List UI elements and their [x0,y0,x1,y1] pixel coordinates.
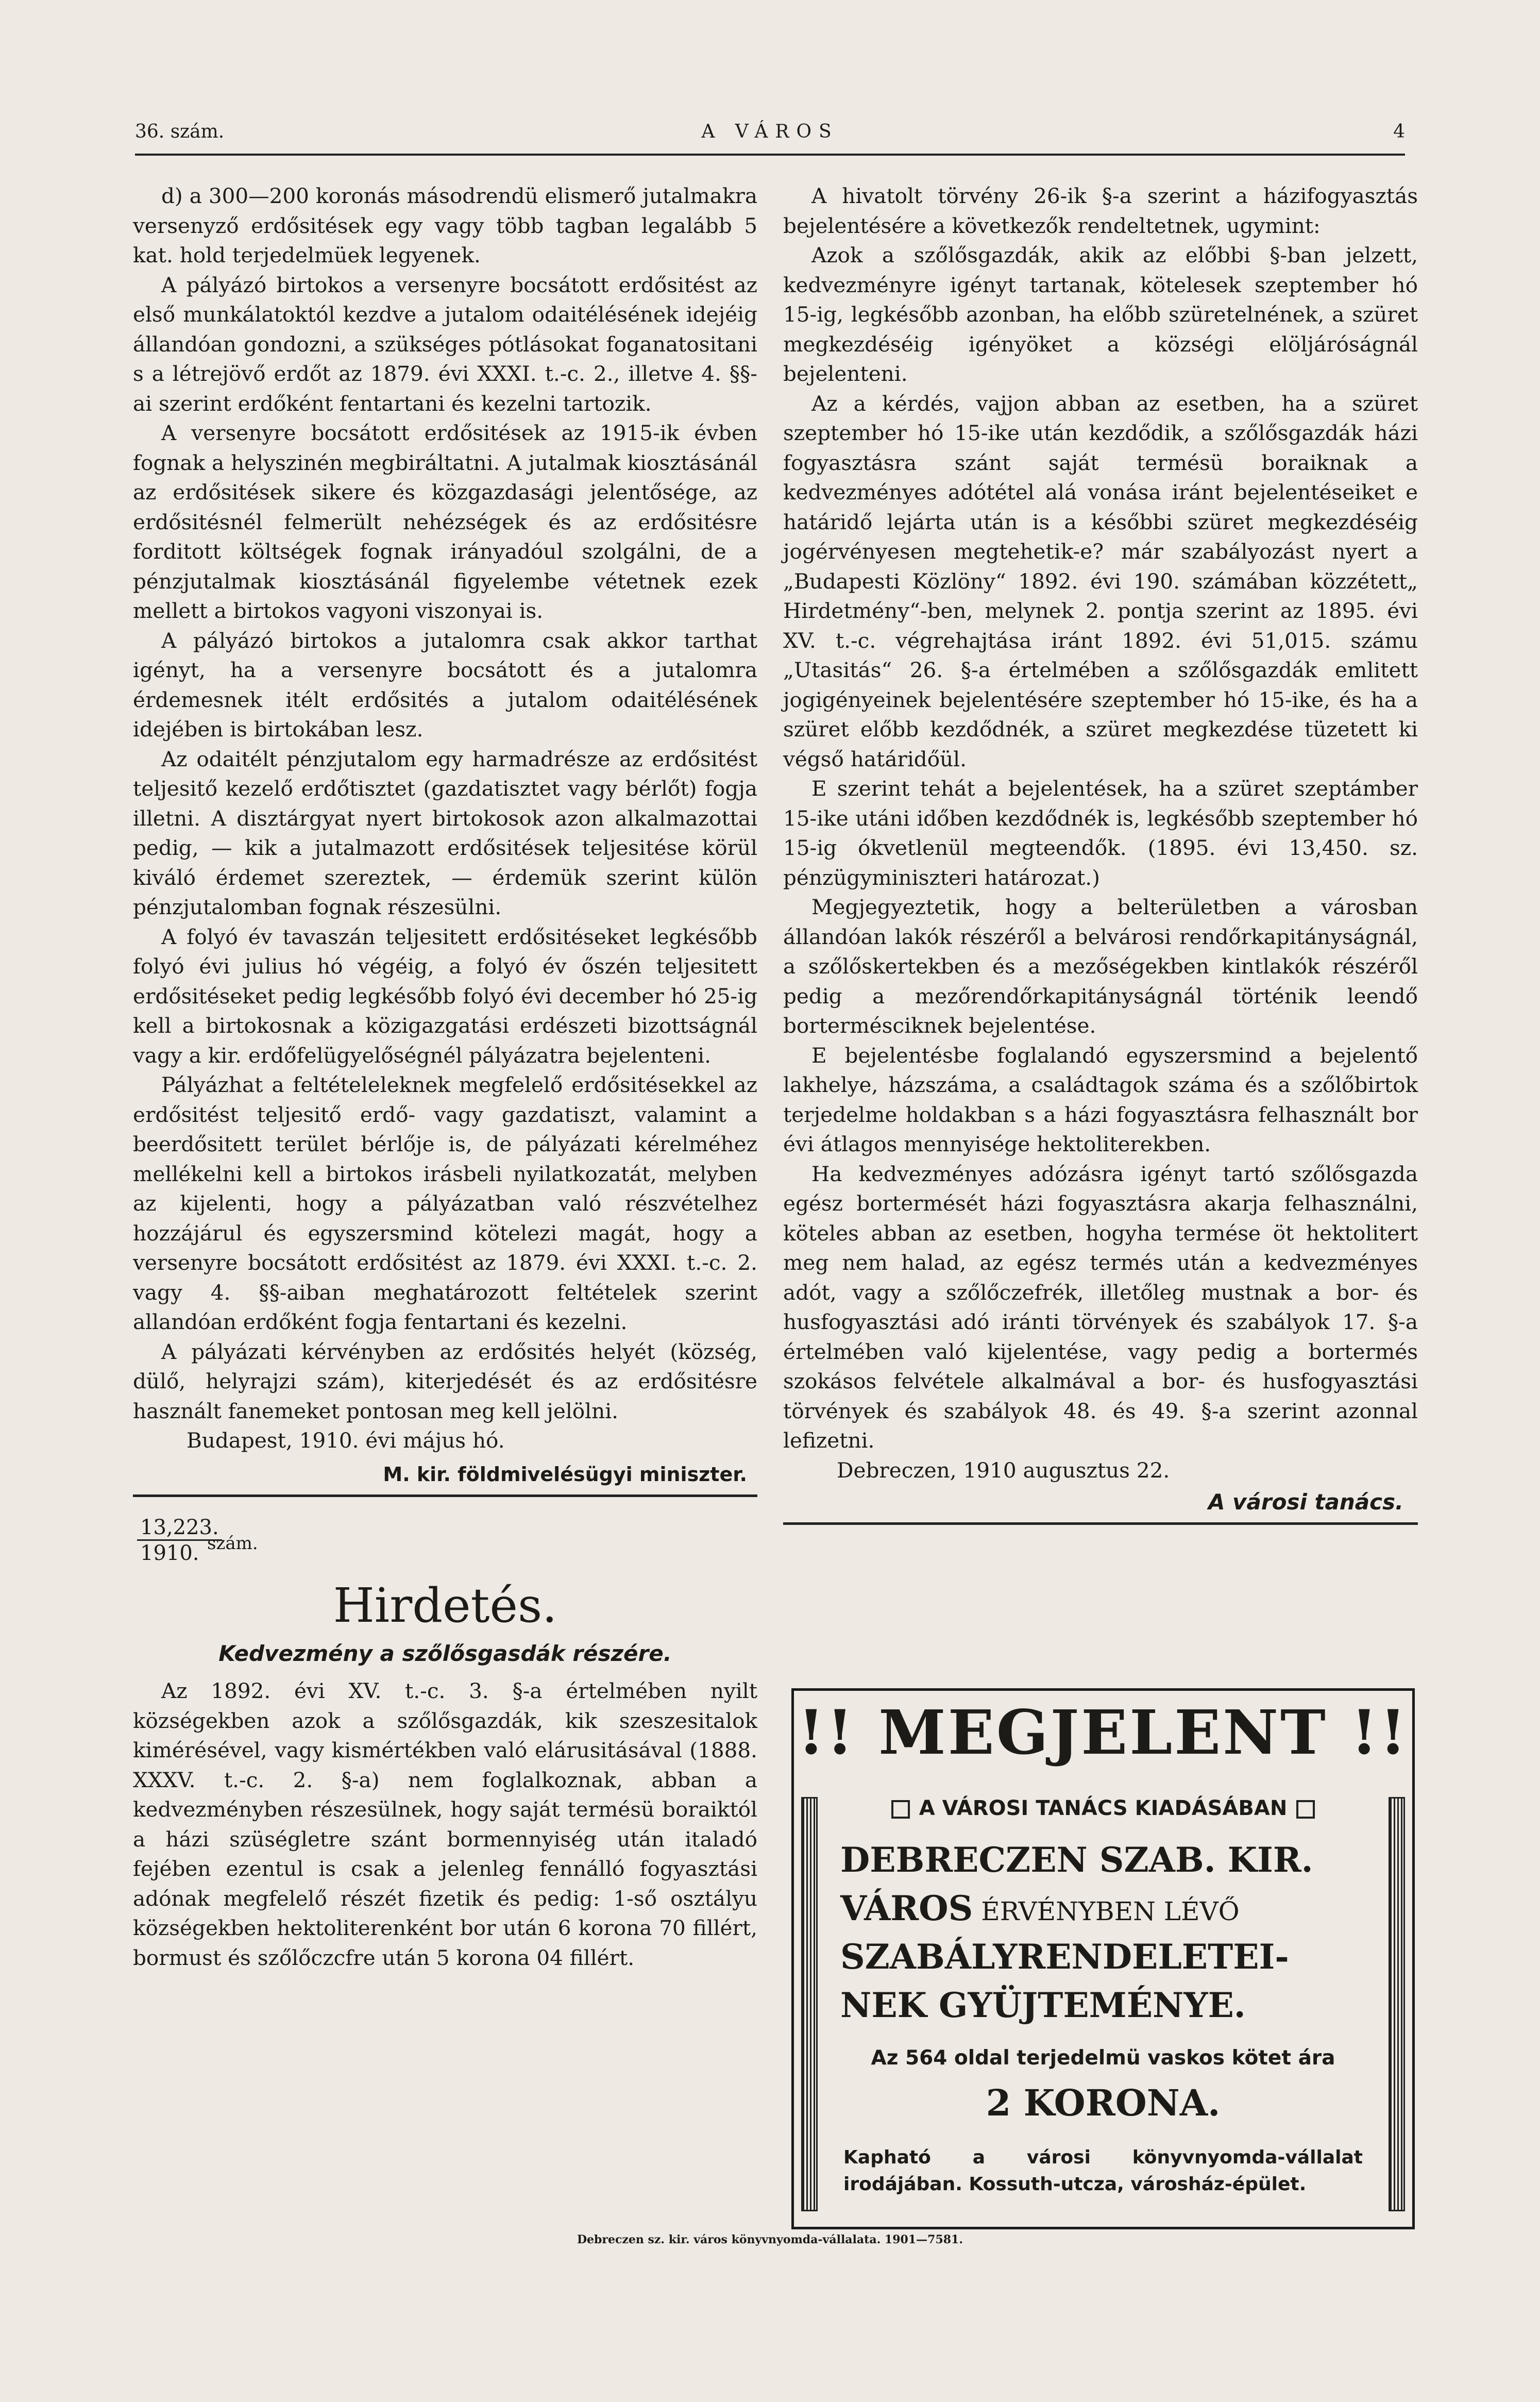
paragraph: A pályázati kérvényben az erdősités helyét (község, dülő, helyrajzi szám), kiterjedését és az erdősitésre használt fanemeket pontosan meg kell jelölni. [133,1339,757,1423]
page-number: 4 [1393,121,1405,142]
place-date: Debreczen, 1910 augusztus 22. [837,1457,1170,1483]
ref-suffix: szám. [207,1533,258,1554]
page-header [135,121,1405,152]
header-rule [135,154,1405,156]
paragraph: E bejelentésbe foglalandó egyszersmind a bejelentő lakhelye, házszáma, a családtagok száma és a szőlőbirtok terjedelme holdakban s a házi fogyasztásra felhasznált bor évi átlagos mennyisége hektoliterekben. [783,1043,1418,1156]
ref-number-top: 13,223. [137,1516,222,1541]
printer-imprint: Debreczen sz. kir. város könyvnyomda-vállalata. 1901—7581. [577,2233,963,2246]
paragraph: Ha kedvezményes adózásra igényt tartó szőlősgazda egész bortermését házi fogyasztásra akarja felhasználni, köteles abban az esetben, hogyha termése öt hektolitert meg nem halad, az egész termés után a kedvezményes adót, vagy a szőlőczefrék, illetőleg mustnak a bor- és husfogyasztási adó iránti törvények és szabályok 17. §-a értelmében való kijelentése, vagy pedig a bortermés szokásos felvétele alkalmával a bor- és husfogyasztási törvények és szabályok 48. és 49. §-a szerint azonnal lefizetni. [783,1161,1418,1453]
paragraph: Pályázhat a feltételeleknek megfelelő erdősitésekkel az erdősitést teljesitő erdő- vagy gazdatiszt, valamint a beerdősitett terület bérlője is, de pályázati kérelméhez mellékelni kell a birtokos irásbeli nyilatkozatát, melyben az kijelenti, hogy a pályázatban való részvételhez hozzájárul és egyszersmind kötelezi magát, hogy a versenyre bocsátott erdősitést az 1879. évi XXXI. t.-c. 2. vagy 4. §§-aiban meghatározott feltételek szerint allandóan erdőként fogja fentartani és kezelni. [133,1072,757,1334]
paragraph: A pályázó birtokos a jutalomra csak akkor tarthat igényt, ha a versenyre bocsátott és a jutalomra érdemesnek itélt erdősités a jutalom odaitélésének idejében is birtokában lesz. [133,628,757,742]
section-rule [783,1522,1418,1525]
ad-title-line: DEBRECZEN SZAB. KIR. [840,1840,1313,1880]
notice-title: Hirdetés. [333,1578,557,1633]
paragraph: A pályázó birtokos a versenyre bocsátott erdősitést az első munkálatoktól kezdve a jutalom odaitélésének idejéig állandóan gondozni, a szükséges pótlásokat foganatositani s a létrejövő erdőt az 1879. évi XXXI. t.-c. 2., illetve 4. §§-ai szerint erdőként fentartani és kezelni tartozik. [133,272,757,416]
square-ornament-icon [1296,1800,1315,1819]
ad-publisher [794,1794,1412,1823]
issue-number: 36. szám. [135,121,225,142]
decorative-border-right [1389,1797,1405,2211]
ad-price: 2 KORONA. [986,2081,1221,2124]
advertisement-box [791,1688,1415,2229]
paragraph: E szerint tehát a bejelentések, ha a szüret szeptámber 15-ike utáni időben kezdődnék is, legkésőbb szeptember hó 15-ig ókvetlenül megteendők. (1895. évi 13,450. sz. pénzügyminiszteri határozat.) [783,776,1418,890]
paragraph: Az odaitélt pénzjutalom egy harmadrésze az erdősitést teljesitő kezelő erdőtisztet (gazdatisztet vagy bérlőt) fogja illetni. A disztárgyat nyert birtokosok azon alkalmazottai pedig, — kik a jutalmazott erdősitések teljesitése körül kiváló érdemet szereztek, — érdemük szerint külön pénzjutalomban fognak részesülni. [133,746,757,919]
paragraph: d) a 300—200 koronás másodrendü elismerő jutalmakra versenyző erdősitések egy vagy több tagban legalább 5 kat. hold terjedelmüek legyenek. [133,183,757,267]
decorative-border-left [801,1797,818,2211]
ministry-signature: M. kir. földmivelésügyi miniszter. [383,1463,747,1486]
paragraph: Az a kérdés, vajjon abban az esetben, ha a szüret szeptember hó 15-ike után kezdődik, a szőlősgazdák házi fogyasztásra szánt saját termésü boraiknak a kedvezményes adótétel alá vonása iránt bejelentéseiket e határidő lejárta után is a későbbi szüret megkezdéséig jogérvényesen megtehetik-e? már szabályozást nyert a „Budapesti Közlöny“ 1892. évi 190. számában közzétett„ Hirdetmény“-ben, melynek 2. pontja szerint az 1895. évi XV. t.-c. végrehajtása iránt 1892. évi 51,015. számu „Utasitás“ 26. §-a értelmében a szőlősgazdák emlitett jogigényeinek bejelentésére szeptember hó 15-ike, és ha a szüret előbb kezdődnék, a szüret megkezdése tüzetett ki végső határidőül. [783,391,1418,771]
left-column [133,181,757,1973]
ad-headline: !! MEGJELENT !! [798,1696,1409,1768]
ad-title-line: NEK GYÜJTEMÉNYE. [840,1985,1246,2025]
square-ornament-icon [891,1800,910,1819]
ad-availability: Kapható a városi könyvnyomda-vállalat irodájában. Kossuth-utcza, városház-épület. [843,2147,1363,2195]
place-date: Budapest, 1910. évi május hó. [187,1428,505,1453]
ad-title-line: VÁROS ÉRVÉNYBEN LÉVŐ [840,1888,1240,1928]
notice-paragraph: Az 1892. évi XV. t.-c. 3. §-a értelmében nyilt községekben azok a szőlősgazdák, kik szeszesitalok kimérésével, vagy kismértékben való elárusitásával (1888. XXXV. t.-c. 2. §-a) nem foglalkoznak, abban a kedvezményben részesülnek, hogy saját termésü boraiktól a házi szüségletre szánt bormennyiség után italadó fejében ezentul is csak a jelenleg fennálló fogyasztási adónak megfelelő részét fizetik és pedig: 1-ső osztályu községekben hektoliterenként bor után 6 korona 70 fillért, bormust és szőlőczcfre után 5 korona 04 fillért. [133,1678,757,1970]
paragraph: A versenyre bocsátott erdősitések az 1915-ik évben fognak a helyszinén megbiráltatni. A jutalmak kiosztásánál az erdősitések sikere és közgazdasági jelentősége, az erdősitésnél felmerült nehézségek és az erdősitésre forditott költségek fognak irányadóul szolgálni, de a pénzjutalmak kiosztásánál figyelembe vétetnek ezek mellett a birtokos vagyoni viszonyai is. [133,421,757,623]
ref-number-bottom: 1910. [140,1541,199,1565]
paragraph: Megjegyeztetik, hogy a belterületben a városban állandóan lakók részéről a belvárosi rendőrkapitányságnál, a szőlőskertekben és a mezőségekben kintlakók részéről pedig a mezőrendőrkapitányságnál történik leendő bortermésciknek bejelentése. [783,895,1418,1038]
ad-title-line: SZABÁLYRENDELETEI- [840,1937,1289,1977]
reference-number [133,1516,757,1572]
paragraph: Azok a szőlősgazdák, akik az előbbi §-ban jelzett, kedvezményre igényt tartanak, kötelesek szeptember hó 15-ig, legkésőbb azonban, ha előbb szüretelnének, a szüret megkezdéséig igényöket a községi elöljáróságnál bejelenteni. [783,243,1418,386]
paragraph: A folyó év tavaszán teljesitett erdősitéseket legkésőbb folyó évi julius hó végéig, a folyó év őszén teljesitett erdősitéseket pedig legkésőbb folyó évi december hó 25-ig kell a birtokosnak a közigazgatási erdészeti bizottságnál vagy a kir. erdőfelügyelőségnél pályázatra bejelenteni. [133,924,757,1068]
newspaper-title: A VÁROS [701,121,839,142]
right-column [783,181,1418,1525]
notice-subtitle: Kedvezmény a szőlősgasdák részére. [218,1641,672,1666]
paragraph: A hivatolt törvény 26-ik §-a szerint a házifogyasztás bejelentésére a következők rendeltetnek, ugymint: [783,183,1418,238]
ad-pages-text: Az 564 oldal terjedelmü vaskos kötet ára [871,2046,1335,2070]
section-rule [133,1494,757,1497]
ad-publisher-text: A VÁROSI TANÁCS KIADÁSÁBAN [919,1796,1288,1820]
council-signature: A városi tanács. [1208,1489,1403,1515]
ad-book-title [840,1837,1366,2031]
